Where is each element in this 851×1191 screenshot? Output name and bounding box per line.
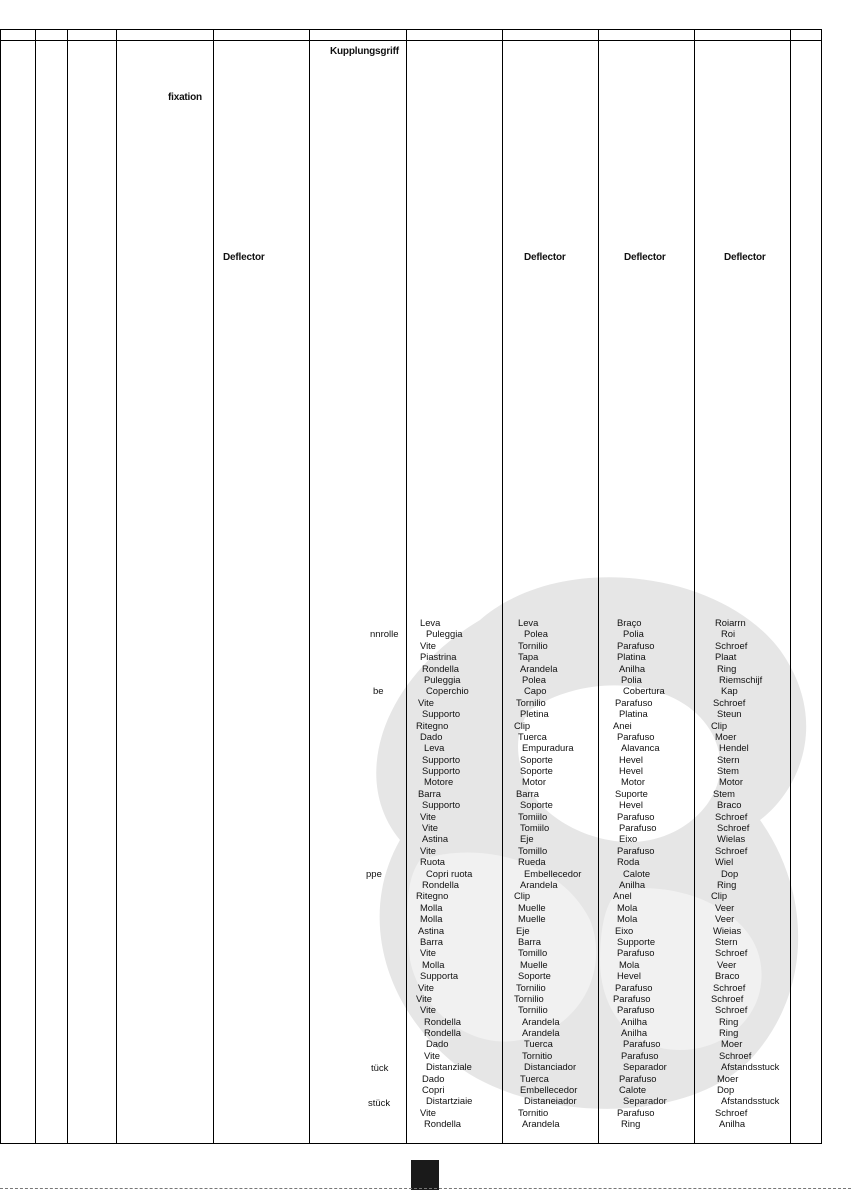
dutch-term: Clip: [711, 719, 728, 731]
dutch-term: Stern: [717, 753, 740, 765]
italian-term: Vite: [424, 1049, 440, 1061]
italian-terms-column: [416, 617, 472, 1130]
portuguese-term: Parafuso: [623, 1038, 661, 1050]
portuguese-term: Platina: [619, 708, 648, 720]
spanish-term: Tomiilo: [518, 810, 548, 822]
german-fragment: nnrolle: [370, 629, 399, 640]
portuguese-term: Anilha: [621, 1015, 648, 1027]
italian-term: Vite: [418, 696, 434, 708]
portuguese-term: Parafuso: [617, 730, 655, 742]
spanish-term: Polea: [524, 628, 548, 640]
spanish-term: Rueda: [518, 856, 546, 868]
cut-line: [0, 1188, 851, 1189]
spanish-term: Tuerca: [520, 1072, 549, 1084]
spanish-term: Barra: [518, 935, 541, 947]
portuguese-term: Mola: [617, 901, 638, 913]
deflector-label-col9: Deflector: [724, 252, 766, 263]
portuguese-term: Parafuso: [617, 810, 655, 822]
portuguese-term: Parafuso: [617, 1106, 655, 1118]
dutch-term: Riemschijf: [719, 673, 763, 685]
italian-term: Coperchio: [426, 685, 469, 697]
portuguese-term: Polia: [623, 628, 644, 640]
kupplungsgriff-label: Kupplungsgriff: [330, 46, 399, 57]
portuguese-term: Parafuso: [617, 947, 655, 959]
italian-term: Puleggia: [424, 673, 461, 685]
italian-term: Rondella: [422, 878, 460, 890]
portuguese-term: Parafuso: [615, 981, 653, 993]
dutch-term: Wieias: [713, 924, 742, 936]
italian-term: Motore: [424, 776, 454, 788]
italian-term: Astina: [418, 924, 445, 936]
dutch-term: Schroef: [715, 1004, 748, 1016]
german-fragment: ppe: [366, 869, 382, 880]
spanish-terms-column: [514, 617, 581, 1130]
spanish-term: Soporte: [520, 765, 553, 777]
dutch-term: Schroef: [715, 1106, 748, 1118]
portuguese-term: Platina: [617, 651, 646, 663]
dutch-term: Ring: [717, 662, 737, 674]
portuguese-term: Eixo: [619, 833, 638, 845]
dutch-term: Moer: [721, 1038, 743, 1050]
italian-term: Rondella: [422, 662, 460, 674]
spanish-term: Clip: [514, 890, 531, 902]
spanish-term: Soporte: [520, 799, 553, 811]
spanish-term: Tomiilo: [520, 822, 550, 834]
dutch-term: Stem: [713, 787, 735, 799]
portuguese-terms-column: [613, 617, 667, 1130]
spanish-term: Muelle: [518, 901, 546, 913]
dutch-term: Dop: [721, 867, 739, 879]
portuguese-term: Motor: [621, 776, 645, 788]
dutch-term: Schroef: [713, 981, 746, 993]
italian-term: Vite: [420, 947, 436, 959]
deflector-label-col4: Deflector: [223, 252, 265, 263]
portuguese-term: Parafuso: [619, 822, 657, 834]
dutch-term: Braco: [715, 970, 740, 982]
spanish-term: Tornilio: [518, 639, 548, 651]
dutch-term: Afstandsstuck: [721, 1061, 780, 1073]
german-fragment: stück: [368, 1098, 391, 1109]
spanish-term: Arandela: [520, 878, 558, 890]
italian-term: Vite: [420, 1004, 436, 1016]
dutch-term: Braco: [717, 799, 742, 811]
italian-term: Supporto: [422, 799, 461, 811]
italian-term: Copri: [422, 1084, 445, 1096]
portuguese-term: Calote: [623, 867, 651, 879]
spanish-term: Tornitio: [518, 1106, 549, 1118]
italian-term: Vite: [422, 822, 438, 834]
dutch-term: Schroef: [717, 822, 750, 834]
spanish-term: Pletina: [520, 708, 549, 720]
spanish-term: Tuerca: [524, 1038, 553, 1050]
portuguese-term: Hevel: [619, 799, 643, 811]
italian-term: Vite: [416, 992, 432, 1004]
italian-term: Vite: [420, 810, 436, 822]
italian-term: Distanziale: [426, 1061, 472, 1073]
spanish-term: Arandela: [522, 1027, 560, 1039]
portuguese-term: Parafuso: [613, 992, 651, 1004]
italian-term: Leva: [424, 742, 445, 754]
italian-term: Ritegno: [416, 890, 449, 902]
dutch-term: Schroef: [715, 947, 748, 959]
italian-term: Supporto: [422, 765, 461, 777]
italian-term: Rondella: [424, 1027, 462, 1039]
portuguese-term: Anilha: [619, 878, 646, 890]
spanish-term: Tapa: [518, 651, 539, 663]
dutch-terms-column: [711, 617, 779, 1130]
portuguese-term: Suporte: [615, 787, 648, 799]
spanish-term: Tornitio: [522, 1049, 553, 1061]
dutch-term: Plaat: [715, 651, 737, 663]
spanish-term: Eje: [520, 833, 534, 845]
dutch-term: Steun: [717, 708, 742, 720]
spanish-term: Tornilio: [518, 1004, 548, 1016]
dutch-term: Ring: [719, 1015, 739, 1027]
dutch-term: Veer: [715, 901, 735, 913]
portuguese-term: Anei: [613, 719, 632, 731]
fixation-label: fixation: [168, 92, 202, 103]
deflector-label-col7: Deflector: [524, 252, 566, 263]
spanish-term: Tomillo: [518, 947, 548, 959]
spanish-term: Capo: [524, 685, 547, 697]
portuguese-term: Anilha: [621, 1027, 648, 1039]
dutch-term: Afstandsstuck: [721, 1095, 780, 1107]
spanish-term: Tomillo: [518, 844, 548, 856]
italian-term: Supporto: [422, 708, 461, 720]
italian-term: Rondella: [424, 1118, 462, 1130]
portuguese-term: Braço: [617, 617, 642, 628]
portuguese-term: Anel: [613, 890, 632, 902]
spanish-term: Tornilio: [516, 696, 546, 708]
dutch-term: Schroef: [715, 844, 748, 856]
german-fragment: tück: [371, 1063, 389, 1074]
portuguese-term: Supporte: [617, 935, 656, 947]
portuguese-term: Anilha: [619, 662, 646, 674]
deflector-label-col8: Deflector: [624, 252, 666, 263]
italian-term: Vite: [420, 844, 436, 856]
spanish-term: Embellecedor: [524, 867, 582, 879]
italian-term: Molla: [422, 958, 445, 970]
dutch-term: Ring: [719, 1027, 739, 1039]
portuguese-term: Mola: [619, 958, 640, 970]
italian-term: Distartziaie: [426, 1095, 473, 1107]
spanish-term: Polea: [522, 673, 546, 685]
dutch-term: Motor: [719, 776, 743, 788]
italian-term: Supporta: [420, 970, 459, 982]
spanish-term: Tornilio: [516, 981, 546, 993]
spanish-term: Muelle: [520, 958, 548, 970]
portuguese-term: Parafuso: [617, 639, 655, 651]
dutch-term: Moer: [715, 730, 737, 742]
portuguese-term: Parafuso: [615, 696, 653, 708]
spanish-term: Leva: [518, 617, 539, 628]
italian-term: Dado: [426, 1038, 449, 1050]
spanish-term: Distaneiador: [524, 1095, 577, 1107]
dutch-term: Roi: [721, 628, 736, 640]
german-fragment: be: [373, 686, 384, 697]
italian-term: Dado: [422, 1072, 445, 1084]
italian-term: Molla: [420, 901, 443, 913]
dutch-term: Schroef: [715, 639, 748, 651]
portuguese-term: Mola: [617, 913, 638, 925]
italian-term: Piastrina: [420, 651, 457, 663]
dutch-term: Kap: [721, 685, 738, 697]
spanish-term: Arandela: [522, 1015, 560, 1027]
italian-term: Vite: [420, 639, 436, 651]
portuguese-term: Cobertura: [623, 685, 665, 697]
spanish-term: Barra: [516, 787, 539, 799]
spanish-term: Arandela: [520, 662, 558, 674]
dutch-term: Veer: [715, 913, 735, 925]
italian-term: Dado: [420, 730, 443, 742]
spanish-term: Embellecedor: [520, 1084, 578, 1096]
dutch-term: Hendel: [719, 742, 749, 754]
italian-term: Rondella: [424, 1015, 462, 1027]
italian-term: Ritegno: [416, 719, 449, 731]
spanish-term: Tornilio: [514, 992, 544, 1004]
portuguese-term: Hevel: [619, 753, 643, 765]
italian-term: Barra: [420, 935, 443, 947]
dutch-term: Schroef: [715, 810, 748, 822]
portuguese-term: Parafuso: [617, 844, 655, 856]
italian-term: Copri ruota: [426, 867, 473, 879]
dutch-term: Moer: [717, 1072, 739, 1084]
dutch-term: Wielas: [717, 833, 746, 845]
dutch-term: Clip: [711, 890, 728, 902]
portuguese-term: Calote: [619, 1084, 647, 1096]
portuguese-term: Hevel: [617, 970, 641, 982]
spanish-term: Soporte: [520, 753, 553, 765]
dutch-term: Wiel: [715, 856, 734, 868]
portuguese-term: Polia: [621, 673, 642, 685]
dutch-term: Stem: [717, 765, 739, 777]
dutch-term: Veer: [717, 958, 737, 970]
italian-term: Puleggia: [426, 628, 463, 640]
italian-term: Ruota: [420, 856, 446, 868]
spanish-term: Muelle: [518, 913, 546, 925]
portuguese-term: Roda: [617, 856, 640, 868]
page-number-box: [411, 1160, 439, 1190]
spanish-term: Motor: [522, 776, 546, 788]
italian-term: Leva: [420, 617, 441, 628]
dutch-term: Roiarrn: [715, 617, 746, 628]
portuguese-term: Parafuso: [617, 1004, 655, 1016]
portuguese-term: Separador: [623, 1061, 667, 1073]
spanish-term: Eje: [516, 924, 530, 936]
portuguese-term: Separador: [623, 1095, 667, 1107]
dutch-term: Schroef: [719, 1049, 752, 1061]
dutch-term: Stern: [715, 935, 738, 947]
italian-term: Molla: [420, 913, 443, 925]
portuguese-term: Parafuso: [621, 1049, 659, 1061]
italian-term: Astina: [422, 833, 449, 845]
spanish-term: Empuradura: [522, 742, 574, 754]
portuguese-term: Alavanca: [621, 742, 660, 754]
dutch-term: Anilha: [719, 1118, 746, 1130]
portuguese-term: Eixo: [615, 924, 634, 936]
spanish-term: Tuerca: [518, 730, 547, 742]
italian-term: Supporto: [422, 753, 461, 765]
spanish-term: Soporte: [518, 970, 551, 982]
spanish-term: Arandela: [522, 1118, 560, 1130]
spanish-term: Clip: [514, 719, 531, 731]
portuguese-term: Ring: [621, 1118, 641, 1130]
portuguese-term: Hevel: [619, 765, 643, 777]
italian-term: Barra: [418, 787, 441, 799]
dutch-term: Dop: [717, 1084, 735, 1096]
dutch-term: Schroef: [711, 992, 744, 1004]
spanish-term: Distanciador: [524, 1061, 577, 1073]
dutch-term: Ring: [717, 878, 737, 890]
italian-term: Vite: [418, 981, 434, 993]
portuguese-term: Parafuso: [619, 1072, 657, 1084]
italian-term: Vite: [420, 1106, 436, 1118]
dutch-term: Schroef: [713, 696, 746, 708]
